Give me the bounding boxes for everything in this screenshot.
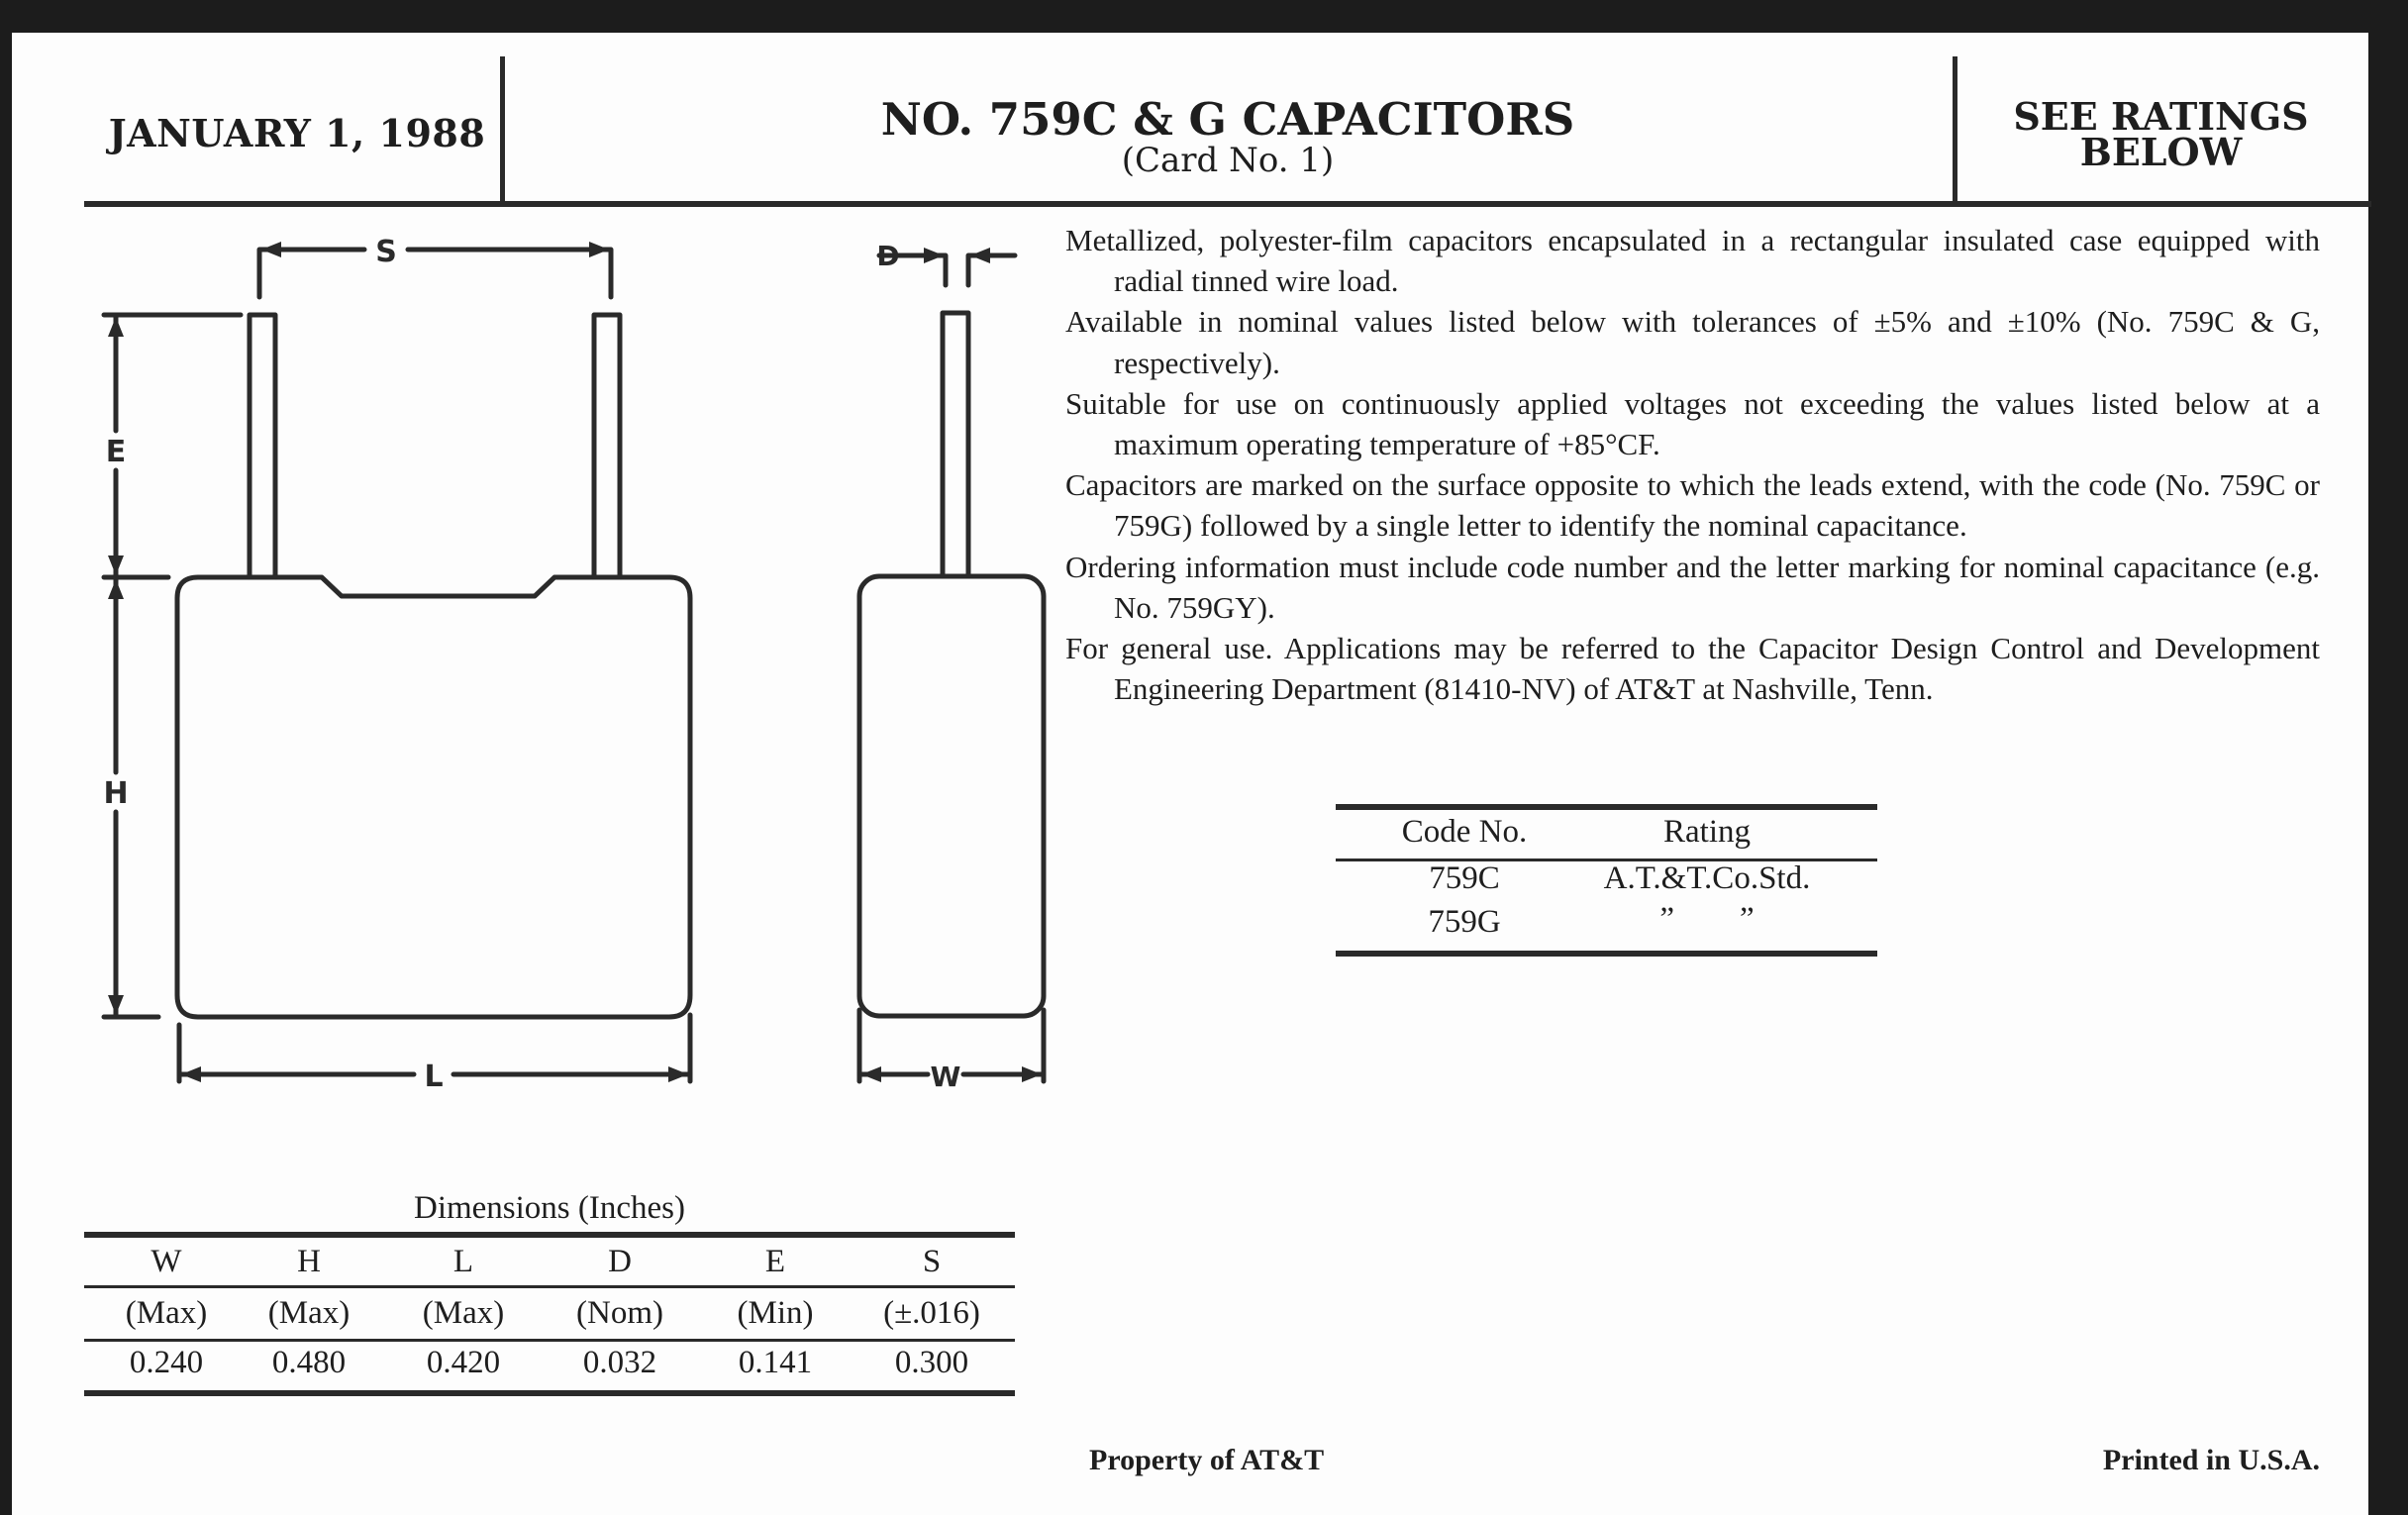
front-view-lead-left <box>250 315 275 577</box>
l-arrow-right <box>668 1066 688 1082</box>
s-dimension-line <box>259 250 611 297</box>
dimensions-header: L <box>452 1244 474 1279</box>
dimensions-value: 0.420 <box>426 1345 501 1380</box>
description-paragraph: Metallized, polyester-film capacitors encapsulated in a rectangular insulated case equipped with radial tinned wire load. <box>1065 223 2320 299</box>
h-arrow-top <box>108 579 124 599</box>
dimensions-value: 0.141 <box>738 1345 813 1380</box>
front-view-body <box>177 577 690 1017</box>
dimensions-qualifier: (Max) <box>267 1295 351 1331</box>
dimensions-qualifier: (Max) <box>422 1295 505 1331</box>
header-divider-right <box>1953 56 1957 205</box>
description <box>1065 220 2320 709</box>
label-e: E <box>105 435 127 469</box>
ratings-header-rating: Rating <box>1663 814 1751 850</box>
s-arrow-left <box>261 242 281 257</box>
d-arrow-right <box>970 248 990 263</box>
dimensions-value: 0.300 <box>894 1345 969 1380</box>
description-paragraph: For general use. Applications may be referred to the Capacitor Design Control and Development Engineering Department (81410-NV) of AT&T at Nashville, Tenn. <box>1065 631 2320 707</box>
side-view-body <box>859 576 1044 1016</box>
s-arrow-right <box>589 242 609 257</box>
ratings-note <box>1965 94 2357 174</box>
dimensions-qualifier: (Max) <box>125 1295 208 1331</box>
dimensions-value: 0.240 <box>129 1345 204 1380</box>
dimensions-value: 0.480 <box>271 1345 347 1380</box>
w-arrow-right <box>1022 1066 1042 1082</box>
dimensions-value: 0.032 <box>582 1345 657 1380</box>
ratings-header-code: Code No. <box>1401 814 1528 850</box>
footer-printed: Printed in U.S.A. <box>2102 1444 2320 1476</box>
dimensions-header: W <box>150 1244 182 1279</box>
card-number: (Card No. 1) <box>1121 141 1335 180</box>
description-paragraph: Ordering information must include code number and the letter marking for nominal capacitance (e.g. No. 759GY). <box>1065 549 2320 625</box>
dimensions-header-rule <box>84 1285 1015 1288</box>
label-d: D <box>876 240 900 272</box>
e-arrow-bottom <box>108 556 124 575</box>
dimensions-qualifier: (Min) <box>737 1295 814 1331</box>
page-title: NO. 759C & G CAPACITORS <box>880 93 1575 146</box>
description-paragraph: Available in nominal values listed below with tolerances of ±5% and ±10% (No. 759C & G, respectively). <box>1065 304 2320 380</box>
label-s: S <box>375 235 397 269</box>
w-arrow-left <box>861 1066 881 1082</box>
label-w: W <box>930 1060 961 1093</box>
h-arrow-bottom <box>108 995 124 1015</box>
dimensions-table <box>84 1190 1015 1398</box>
ratings-row-rating: ” ” <box>1659 901 1755 937</box>
ratings-note-line2: BELOW <box>2079 130 2243 174</box>
dimensions-qualifier: (±.016) <box>883 1295 980 1331</box>
dimensions-header: E <box>764 1244 786 1279</box>
ratings-note-line1: SEE RATINGS <box>2013 94 2309 139</box>
front-view-lead-right <box>594 315 620 577</box>
capacitor-diagram <box>0 0 1089 1139</box>
dimensions-header: D <box>608 1244 632 1279</box>
d-arrow-left <box>924 248 944 263</box>
footer-property: Property of AT&T <box>1089 1444 1325 1476</box>
dimensions-caption: Dimensions (Inches) <box>413 1190 686 1226</box>
side-view-lead <box>943 313 968 576</box>
dimensions-header: S <box>922 1244 942 1279</box>
label-h: H <box>103 776 129 811</box>
label-l: L <box>424 1060 444 1094</box>
dimensions-bottom-rule <box>84 1390 1015 1396</box>
issue-date: JANUARY 1, 1988 <box>108 111 486 155</box>
ratings-row-code: 759C <box>1429 860 1500 896</box>
ratings-row-code: 759G <box>1428 904 1501 940</box>
description-paragraph: Capacitors are marked on the surface opposite to which the leads extend, with the code (No. 759C or 759G) followed by a single letter to identify the nominal capacitance. <box>1065 467 2320 544</box>
l-arrow-left <box>181 1066 201 1082</box>
description-paragraph: Suitable for use on continuously applied voltages not exceeding the values listed below at a maximum operating temperature of +85°CF. <box>1065 385 2320 462</box>
dimensions-qualifier: (Nom) <box>576 1295 663 1331</box>
dimensions-qualifier-rule <box>84 1339 1015 1342</box>
dimensions-top-rule <box>84 1232 1015 1238</box>
ratings-table <box>1336 804 1877 962</box>
ratings-bottom-rule <box>1336 951 1877 957</box>
e-arrow-top <box>108 317 124 337</box>
ratings-row-rating: A.T.&T.Co.Std. <box>1603 860 1811 896</box>
dimensions-header: H <box>297 1244 321 1279</box>
ratings-top-rule <box>1336 804 1877 810</box>
